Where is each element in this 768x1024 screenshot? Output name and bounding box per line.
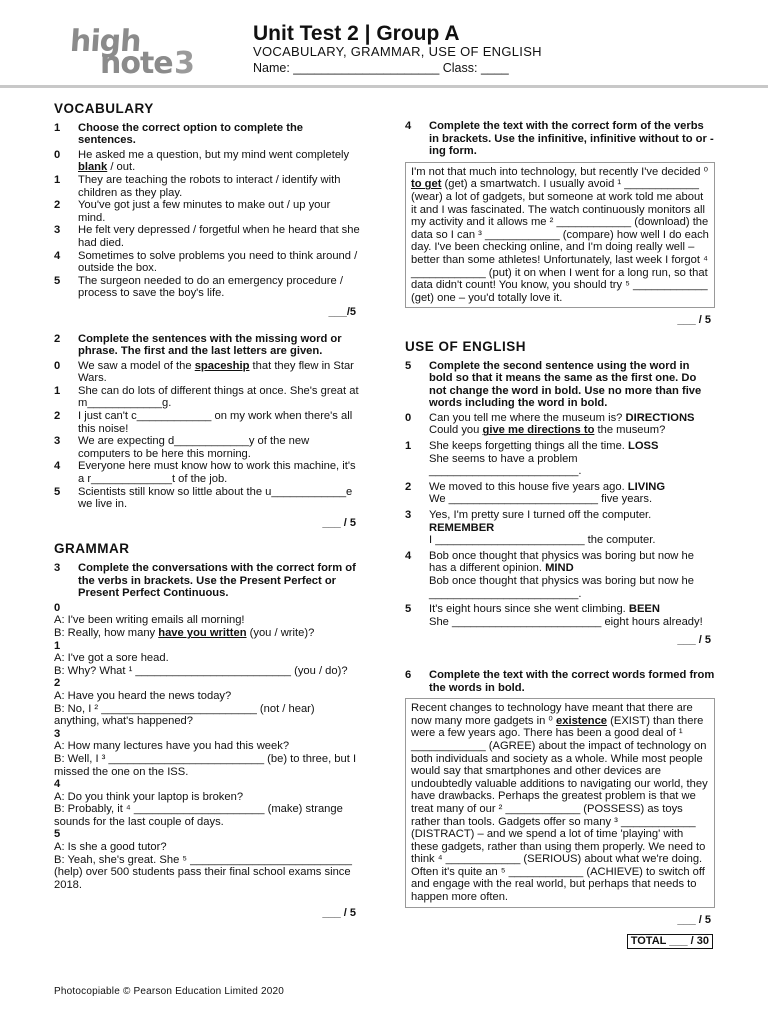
item-text: We saw a model of the spaceship that they flew in Star Wars. (78, 359, 354, 385)
line-a: A: Do you think your laptop is broken? (54, 790, 244, 803)
item-number: 5 (405, 603, 412, 616)
task-3-score: ___ / 5 (322, 907, 356, 920)
first-sentence: Yes, I'm pretty sure I turned off the computer. REMEMBER (429, 509, 652, 534)
task-6-example-answer: existence (556, 714, 608, 727)
item-text: She can do lots of different things at once. She's great at m____________g. (78, 384, 359, 410)
item-text: They are teaching the robots to interact / identify with children as they play. (78, 173, 341, 199)
list-item (405, 603, 715, 628)
item-number: 4 (54, 249, 61, 262)
item-number: 3 (405, 509, 412, 522)
first-sentence: Can you tell me where the museum is? DIRECTIONS (429, 411, 695, 424)
line-b: B: Well, I ³ _________________________ (be) to three, but I missed the one on the ISS. (54, 752, 357, 778)
task-4-text-box: I'm not that much into technology, but recently I've decided ⁰ to get (get) a smartwatch. I usually avoid ¹ ____________ (wear) a lot of gadgets, but someone at work told me about it and I was fascinated. The watch continuously monitors all my activity and it allows me ² ____________ (download) the data so I can ³ ____________ (compare) how well I do each day. I've been checking online, and I'm doing really well – better than some athletes! Unfortunately, last week I forgot ⁴ ____________ (put) it on when I went for a long run, so that data didn't count! You know, you should try ⁵ ____________ (get) one – you'd totally love it. (405, 162, 715, 309)
task-6-score: ___ / 5 (677, 913, 711, 926)
line-b: B: Yeah, she's great. She ⁵ __________________________ (help) over 500 students pass their final school exams since 2018. (54, 853, 352, 891)
list-item (54, 275, 360, 300)
task-3-dialogues (54, 602, 360, 892)
second-sentence: Could you give me directions to the museum? (429, 424, 666, 437)
line-a: A: Have you heard the news today? (54, 689, 232, 702)
list-item (54, 435, 360, 460)
use-of-english-heading: USE OF ENGLISH (405, 338, 527, 354)
example-answer: blank (78, 161, 108, 174)
task-2-score: ___ / 5 (322, 516, 356, 529)
example-answer: spaceship (194, 359, 250, 372)
item-number: 2 (54, 410, 61, 423)
list-item (54, 460, 360, 485)
item-text: He asked me a question, but my mind went completely blank / out. (78, 148, 350, 174)
list-item (54, 250, 360, 275)
item-text (429, 481, 715, 506)
second-sentence: Bob once thought that physics was boring but now he ________________________. (429, 575, 694, 600)
list-item (54, 199, 360, 224)
copyright-footer: Photocopiable © Pearson Education Limited 2020 (54, 986, 285, 997)
first-sentence: It's eight hours since she went climbing. BEEN (429, 603, 660, 616)
dialogue-number: 1 (54, 639, 61, 652)
task-2-instruction: 2 Complete the sentences with the missing word or phrase. The first and the last letters are given. (54, 332, 342, 358)
item-number: 3 (54, 224, 61, 237)
item-number: 0 (54, 148, 61, 161)
item-text: Everyone here must know how to work this machine, it's a r_____________t of the job. (78, 460, 356, 486)
item-text (429, 509, 715, 547)
dialogue-number: 3 (54, 727, 61, 740)
item-text: We are expecting d____________y of the new computers to be here this morning. (78, 435, 310, 460)
line-b: B: No, I ² _________________________ (not / hear) anything, what's happened? (54, 702, 315, 728)
first-sentence: Bob once thought that physics was boring but now he has a different opinion. MIND (429, 549, 694, 575)
key-word: BEEN (628, 603, 660, 616)
line-a: A: I've got a sore head. (54, 652, 169, 665)
dialogue-number: 4 (54, 778, 61, 791)
item-text: Sometimes to solve problems you need to think around / outside the box. (78, 249, 358, 275)
item-number: 1 (54, 384, 61, 397)
item-number: 1 (405, 440, 412, 453)
name-class-line: Name: _____________________ Class: ____ (253, 61, 509, 75)
list-item (405, 481, 715, 506)
task-5-items (405, 412, 715, 629)
list-item (405, 509, 715, 547)
item-text: I just can't c____________ on my work when there's all this noise! (78, 410, 353, 435)
list-item (54, 360, 360, 385)
item-text (429, 603, 715, 628)
grammar-heading: GRAMMAR (54, 541, 130, 557)
example-answer: give me directions to (482, 424, 595, 437)
second-sentence: She seems to have a problem ________________________. (429, 452, 582, 478)
item-number: 5 (54, 274, 61, 287)
right-column (405, 120, 715, 949)
task-3-instruction: 3 Complete the conversations with the correct form of the verbs in brackets. Use the Present Perfect or Present Perfect Continuous. (54, 562, 356, 600)
task-1-items (54, 149, 360, 300)
list-item (54, 385, 360, 410)
logo-line2: note (100, 46, 173, 81)
item-text (429, 440, 715, 478)
page-subtitle: VOCABULARY, GRAMMAR, USE OF ENGLISH (253, 44, 542, 59)
item-text (429, 550, 715, 600)
item-number: 4 (405, 549, 412, 562)
item-number: 3 (54, 435, 61, 448)
item-number: 2 (54, 199, 61, 212)
list-item (54, 486, 360, 511)
list-item (54, 149, 360, 174)
line-b: B: Why? What ¹ _________________________ (you / do)? (54, 664, 348, 677)
left-column (54, 103, 360, 934)
second-sentence: She ________________________ eight hours already! (429, 615, 703, 628)
line-a: A: How many lectures have you had this week? (54, 740, 290, 753)
key-word: LIVING (627, 480, 666, 493)
list-item (405, 440, 715, 478)
total-score: TOTAL ___ / 30 (627, 934, 713, 949)
header-divider (0, 85, 768, 88)
task-6-instruction: 6 Complete the text with the correct words formed from the words in bold. (405, 668, 715, 694)
item-text: You've got just a few minutes to make out / up your mind. (78, 199, 331, 224)
dialogue-number: 5 (54, 828, 61, 841)
item-text: He felt very depressed / forgetful when he heard that she had died. (78, 224, 360, 249)
first-sentence: We moved to this house five years ago. LIVING (429, 480, 666, 493)
line-a: A: I've been writing emails all morning! (54, 614, 245, 627)
task-4-score: ___ / 5 (677, 314, 711, 327)
second-sentence: We ________________________ five years. (429, 493, 653, 506)
example-answer: have you written (158, 626, 247, 639)
item-number: 2 (405, 480, 412, 493)
logo-line1: high (68, 24, 142, 59)
key-word: MIND (545, 562, 574, 575)
key-word: DIRECTIONS (625, 411, 695, 424)
item-number: 4 (54, 460, 61, 473)
item-number: 1 (54, 173, 61, 186)
item-text: Scientists still know so little about the u____________e we live in. (78, 485, 353, 511)
high-note-logo (70, 24, 210, 84)
list-item (54, 174, 360, 199)
task-1-instruction: 1 Choose the correct option to complete the sentences. (54, 121, 304, 147)
first-sentence: She keeps forgetting things all the time. LOSS (429, 440, 659, 453)
dialogue-number: 0 (54, 601, 61, 614)
task-6-text-box: Recent changes to technology have meant that there are now many more gadgets in ⁰ existence (EXIST) than there were a few years ago. There has been a good deal of ¹ ____________ (AGREE) about the impact of technology on both individuals and society as a whole. While most people would say that smartphones and other devices are undoubtedly valuable additions to navigating our world, they have drawbacks. Perhaps the greatest problem is that we treat many of our ² ____________ (POSSESS) as toys rather than tools. Gadgets offer so many ³ ____________ (DISTRACT) – and we spend a lot of time 'playing' with these gadgets, rather than using them properly. We need to think ⁴ ____________ (SERIOUS) about what we're doing. Often it's quite an ⁵ ____________ (ACHIEVE) to switch off and engage with the real world, but perhaps that needs to happen more often. (405, 698, 715, 908)
item-text (429, 412, 715, 437)
list-item (54, 410, 360, 435)
line-b: B: Really, how many have you written (you / write)? (54, 626, 315, 639)
logo-number: 3 (174, 46, 195, 81)
item-number: 0 (54, 359, 61, 372)
key-word: LOSS (628, 440, 659, 453)
item-number: 5 (54, 485, 61, 498)
task-5-score: ___ / 5 (677, 634, 711, 647)
line-b: B: Probably, it ⁴ _____________________ (make) strange sounds for the last couple of days. (54, 803, 343, 828)
task-2-items (54, 360, 360, 511)
task-1-score: ___/5 (328, 305, 356, 318)
key-word: REMEMBER (429, 521, 495, 534)
list-item (54, 224, 360, 249)
second-sentence: I ________________________ the computer. (429, 534, 656, 547)
item-text: The surgeon needed to do an emergency procedure / process to save the boy's life. (78, 274, 343, 300)
task-4-instruction: 4 Complete the text with the correct form of the verbs in brackets. Use the infinitive, infinitive without to or -ing form. (405, 120, 714, 158)
item-number: 0 (405, 411, 412, 424)
line-a: A: Is she a good tutor? (54, 841, 167, 854)
dialogue-number: 2 (54, 677, 61, 690)
task-5-instruction: 5 Complete the second sentence using the word in bold so that it means the same as the first one. Do not change the word in bold. Use no more than five words including the word in bold. (405, 359, 702, 410)
list-item (405, 412, 715, 437)
list-item (405, 550, 715, 600)
vocabulary-heading: VOCABULARY (54, 101, 154, 116)
task-4-example-answer: to get (411, 178, 442, 191)
page-title: Unit Test 2 | Group A (253, 22, 460, 45)
